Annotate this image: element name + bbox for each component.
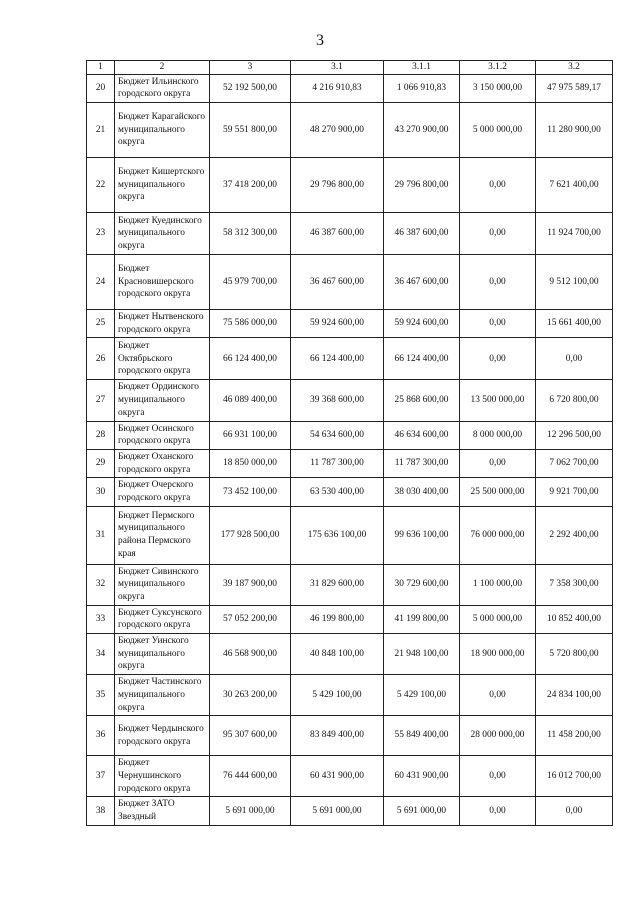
budget-table — [86, 60, 613, 826]
header-cell: 1 — [87, 61, 115, 75]
value-col-3-2: 7 062 700,00 — [536, 449, 613, 477]
row-number: 33 — [87, 605, 115, 633]
value-col-3: 75 586 000,00 — [210, 310, 291, 338]
value-col-3-1: 54 634 600,00 — [291, 421, 384, 449]
value-col-3-2: 9 512 100,00 — [536, 255, 613, 310]
value-col-3-2: 12 296 500,00 — [536, 421, 613, 449]
value-col-3: 73 452 100,00 — [210, 478, 291, 506]
value-col-3-1: 63 530 400,00 — [291, 478, 384, 506]
table-row — [87, 310, 613, 338]
value-col-3-2: 0,00 — [536, 797, 613, 825]
value-col-3-1: 46 199 800,00 — [291, 605, 384, 633]
row-number: 23 — [87, 213, 115, 255]
value-col-3-1: 5 691 000,00 — [291, 797, 384, 825]
value-col-3-1-1: 5 691 000,00 — [384, 797, 460, 825]
value-col-3: 37 418 200,00 — [210, 158, 291, 213]
budget-name: Бюджет ЗАТО Звездный — [115, 797, 210, 825]
value-col-3: 59 551 800,00 — [210, 103, 291, 158]
row-number: 20 — [87, 74, 115, 102]
budget-name: Бюджет Ильинского городского округа — [115, 74, 210, 102]
header-cell: 3.1.1 — [384, 61, 460, 75]
value-col-3-1-1: 46 387 600,00 — [384, 213, 460, 255]
value-col-3-2: 7 358 300,00 — [536, 564, 613, 605]
value-col-3-1-1: 43 270 900,00 — [384, 103, 460, 158]
budget-name: Бюджет Очерского городского округа — [115, 478, 210, 506]
value-col-3-1-1: 5 429 100,00 — [384, 675, 460, 716]
budget-name: Бюджет Пермского муниципального района Пермского края — [115, 506, 210, 564]
value-col-3: 95 307 600,00 — [210, 716, 291, 756]
budget-name: Бюджет Чердынского городского округа — [115, 716, 210, 756]
value-col-3: 39 187 900,00 — [210, 564, 291, 605]
table-row — [87, 478, 613, 506]
value-col-3-1-2: 76 000 000,00 — [460, 506, 536, 564]
value-col-3-1-1: 46 634 600,00 — [384, 421, 460, 449]
row-number: 22 — [87, 158, 115, 213]
value-col-3-1-1: 41 199 800,00 — [384, 605, 460, 633]
value-col-3: 45 979 700,00 — [210, 255, 291, 310]
value-col-3: 76 444 600,00 — [210, 756, 291, 797]
value-col-3: 46 568 900,00 — [210, 634, 291, 675]
value-col-3: 58 312 300,00 — [210, 213, 291, 255]
value-col-3-2: 9 921 700,00 — [536, 478, 613, 506]
value-col-3-2: 24 834 100,00 — [536, 675, 613, 716]
table-row — [87, 634, 613, 675]
value-col-3-1-2: 3 150 000,00 — [460, 74, 536, 102]
value-col-3: 18 850 000,00 — [210, 449, 291, 477]
value-col-3: 5 691 000,00 — [210, 797, 291, 825]
value-col-3-1-2: 25 500 000,00 — [460, 478, 536, 506]
value-col-3-1: 175 636 100,00 — [291, 506, 384, 564]
table-row — [87, 756, 613, 797]
value-col-3-2: 11 458 200,00 — [536, 716, 613, 756]
value-col-3: 52 192 500,00 — [210, 74, 291, 102]
value-col-3-1-1: 59 924 600,00 — [384, 310, 460, 338]
budget-name: Бюджет Сивинского муниципального округа — [115, 564, 210, 605]
row-number: 34 — [87, 634, 115, 675]
table-row — [87, 74, 613, 102]
header-cell: 3.1.2 — [460, 61, 536, 75]
table-row — [87, 421, 613, 449]
value-col-3-1: 4 216 910,83 — [291, 74, 384, 102]
budget-name: Бюджет Карагайского муниципального округа — [115, 103, 210, 158]
row-number: 29 — [87, 449, 115, 477]
value-col-3-2: 15 661 400,00 — [536, 310, 613, 338]
value-col-3-1-1: 11 787 300,00 — [384, 449, 460, 477]
value-col-3-1: 39 368 600,00 — [291, 380, 384, 421]
row-number: 35 — [87, 675, 115, 716]
budget-name: Бюджет Оханского городского округа — [115, 449, 210, 477]
value-col-3-1-1: 66 124 400,00 — [384, 338, 460, 380]
budget-name: Бюджет Суксунского городского округа — [115, 605, 210, 633]
table-row — [87, 213, 613, 255]
value-col-3-1-1: 38 030 400,00 — [384, 478, 460, 506]
value-col-3-1: 11 787 300,00 — [291, 449, 384, 477]
value-col-3-1-1: 60 431 900,00 — [384, 756, 460, 797]
value-col-3: 177 928 500,00 — [210, 506, 291, 564]
value-col-3-1-2: 0,00 — [460, 158, 536, 213]
value-col-3-1-1: 1 066 910,83 — [384, 74, 460, 102]
header-cell: 2 — [115, 61, 210, 75]
value-col-3: 46 089 400,00 — [210, 380, 291, 421]
table-row — [87, 605, 613, 633]
budget-name: Бюджет Чернушинского городского округа — [115, 756, 210, 797]
value-col-3-1-2: 0,00 — [460, 756, 536, 797]
budget-name: Бюджет Нытвенского городского округа — [115, 310, 210, 338]
row-number: 31 — [87, 506, 115, 564]
value-col-3-2: 7 621 400,00 — [536, 158, 613, 213]
value-col-3-1: 36 467 600,00 — [291, 255, 384, 310]
value-col-3-1-2: 0,00 — [460, 310, 536, 338]
header-cell: 3.2 — [536, 61, 613, 75]
value-col-3-1-2: 0,00 — [460, 449, 536, 477]
value-col-3-1-1: 29 796 800,00 — [384, 158, 460, 213]
table-row — [87, 158, 613, 213]
value-col-3-1: 46 387 600,00 — [291, 213, 384, 255]
value-col-3-2: 10 852 400,00 — [536, 605, 613, 633]
value-col-3-1-2: 0,00 — [460, 797, 536, 825]
table-row — [87, 338, 613, 380]
value-col-3-1-2: 13 500 000,00 — [460, 380, 536, 421]
row-number: 38 — [87, 797, 115, 825]
header-cell: 3 — [210, 61, 291, 75]
row-number: 32 — [87, 564, 115, 605]
value-col-3-1-1: 21 948 100,00 — [384, 634, 460, 675]
table-row — [87, 380, 613, 421]
table-row — [87, 255, 613, 310]
row-number: 30 — [87, 478, 115, 506]
value-col-3-2: 11 924 700,00 — [536, 213, 613, 255]
value-col-3-1: 59 924 600,00 — [291, 310, 384, 338]
value-col-3-1-1: 99 636 100,00 — [384, 506, 460, 564]
row-number: 26 — [87, 338, 115, 380]
value-col-3-1-2: 5 000 000,00 — [460, 605, 536, 633]
table-row — [87, 716, 613, 756]
value-col-3: 66 931 100,00 — [210, 421, 291, 449]
row-number: 24 — [87, 255, 115, 310]
page-number: 3 — [316, 32, 324, 49]
row-number: 21 — [87, 103, 115, 158]
table-body — [87, 61, 613, 826]
row-number: 25 — [87, 310, 115, 338]
value-col-3-1-1: 25 868 600,00 — [384, 380, 460, 421]
budget-name: Бюджет Частинского муниципального округа — [115, 675, 210, 716]
row-number: 28 — [87, 421, 115, 449]
table-row — [87, 797, 613, 825]
value-col-3-1: 40 848 100,00 — [291, 634, 384, 675]
value-col-3-1: 31 829 600,00 — [291, 564, 384, 605]
table-row — [87, 506, 613, 564]
value-col-3-2: 16 012 700,00 — [536, 756, 613, 797]
table-header-row — [87, 61, 613, 75]
table-row — [87, 449, 613, 477]
value-col-3-2: 6 720 800,00 — [536, 380, 613, 421]
value-col-3-1: 29 796 800,00 — [291, 158, 384, 213]
value-col-3-1-2: 0,00 — [460, 213, 536, 255]
budget-name: Бюджет Ординского муниципального округа — [115, 380, 210, 421]
value-col-3-2: 5 720 800,00 — [536, 634, 613, 675]
value-col-3-1-2: 18 900 000,00 — [460, 634, 536, 675]
table-row — [87, 675, 613, 716]
table-row — [87, 103, 613, 158]
value-col-3-2: 11 280 900,00 — [536, 103, 613, 158]
value-col-3-1-1: 36 467 600,00 — [384, 255, 460, 310]
value-col-3-1-2: 0,00 — [460, 338, 536, 380]
value-col-3: 30 263 200,00 — [210, 675, 291, 716]
value-col-3-1-2: 1 100 000,00 — [460, 564, 536, 605]
row-number: 36 — [87, 716, 115, 756]
value-col-3: 66 124 400,00 — [210, 338, 291, 380]
table-row — [87, 564, 613, 605]
value-col-3-2: 2 292 400,00 — [536, 506, 613, 564]
row-number: 37 — [87, 756, 115, 797]
value-col-3-1: 66 124 400,00 — [291, 338, 384, 380]
value-col-3-1-2: 8 000 000,00 — [460, 421, 536, 449]
budget-name: Бюджет Осинского городского округа — [115, 421, 210, 449]
value-col-3-1: 83 849 400,00 — [291, 716, 384, 756]
value-col-3-1-2: 5 000 000,00 — [460, 103, 536, 158]
value-col-3-1-1: 55 849 400,00 — [384, 716, 460, 756]
value-col-3-1: 5 429 100,00 — [291, 675, 384, 716]
value-col-3-2: 0,00 — [536, 338, 613, 380]
value-col-3-1-2: 28 000 000,00 — [460, 716, 536, 756]
value-col-3-1-2: 0,00 — [460, 255, 536, 310]
value-col-3-1-2: 0,00 — [460, 675, 536, 716]
budget-name: Бюджет Октябрьского городского округа — [115, 338, 210, 380]
header-cell: 3.1 — [291, 61, 384, 75]
value-col-3-2: 47 975 589,17 — [536, 74, 613, 102]
budget-name: Бюджет Уинского муниципального округа — [115, 634, 210, 675]
row-number: 27 — [87, 380, 115, 421]
value-col-3-1: 60 431 900,00 — [291, 756, 384, 797]
value-col-3: 57 052 200,00 — [210, 605, 291, 633]
budget-name: Бюджет Красновишерского городского округа — [115, 255, 210, 310]
budget-name: Бюджет Кишертского муниципального округа — [115, 158, 210, 213]
value-col-3-1: 48 270 900,00 — [291, 103, 384, 158]
budget-name: Бюджет Куединского муниципального округа — [115, 213, 210, 255]
value-col-3-1-1: 30 729 600,00 — [384, 564, 460, 605]
